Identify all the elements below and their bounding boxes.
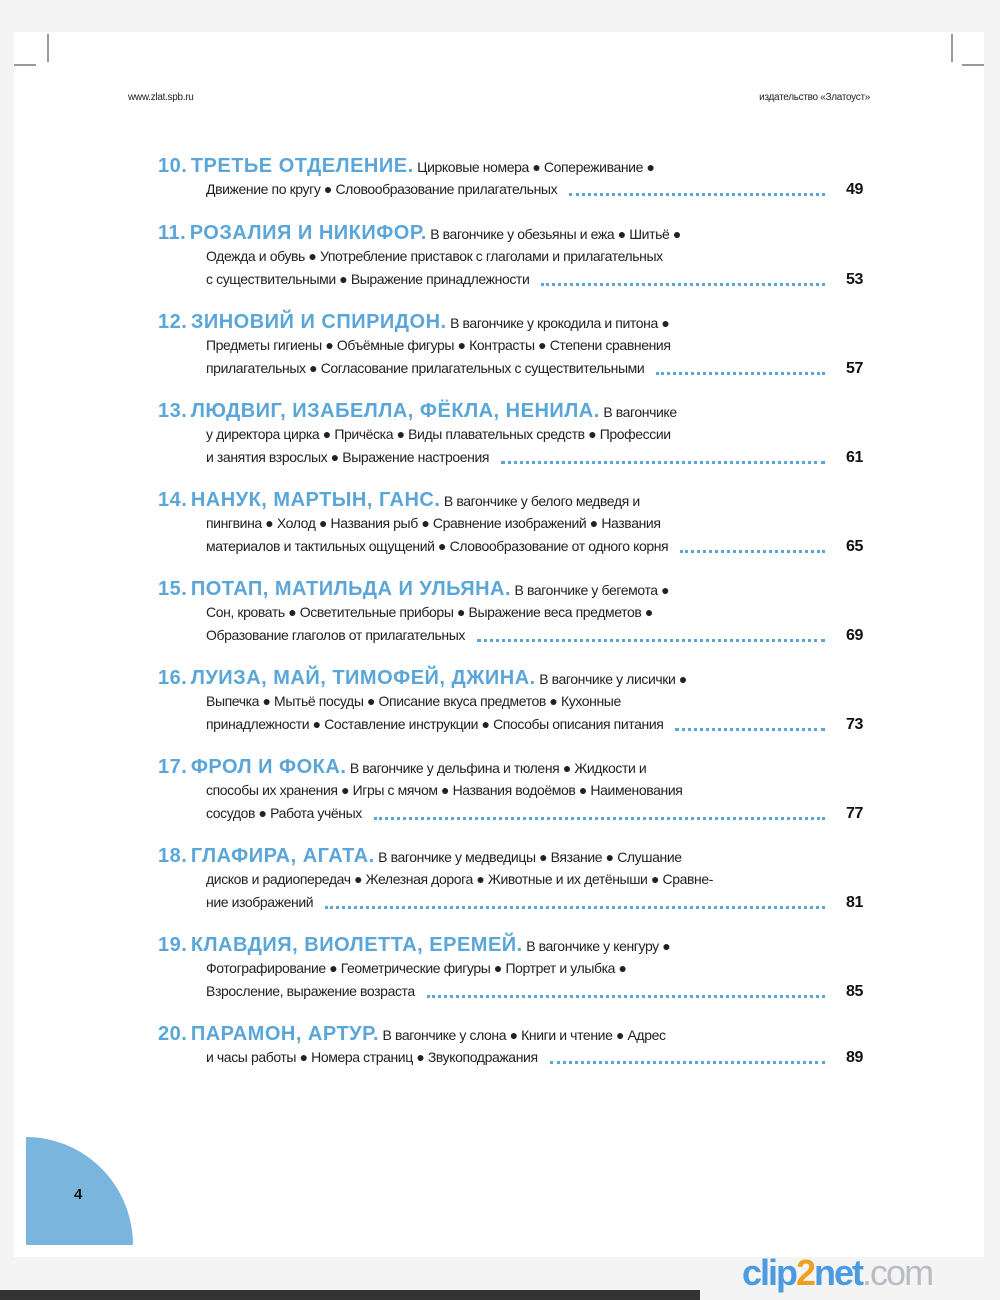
toc-entry[interactable] [158,1023,863,1090]
crop-mark [951,34,953,62]
chapter-topics: пингвина ● Холод ● Названия рыб ● Сравнение изображений ● Названия [206,515,661,531]
chapter-number: 17. [158,756,188,778]
chapter-number: 19. [158,934,188,956]
chapter-topics: Одежда и обувь ● Употребление приставок с глаголами и прилагательных [206,248,663,264]
chapter-topics: В вагончике у белого медведя и [443,493,640,509]
dot-leader [541,273,825,286]
toc-entry[interactable] [158,756,863,845]
crop-mark [47,34,49,62]
chapter-topics: В вагончике у лисички ● [539,671,687,687]
dot-leader [325,896,825,909]
chapter-number: 20. [158,1023,188,1045]
taskbar-strip [0,1290,700,1300]
chapter-topics: и часы работы ● Номера страниц ● Звукоподражания [206,1049,538,1065]
page-ref: 53 [846,271,863,288]
page-ref: 65 [846,538,863,555]
page-ref: 89 [846,1049,863,1066]
chapter-topics: В вагончике у обезьяны и ежа ● Шитьё ● [430,226,681,242]
chapter-topics: прилагательных ● Согласование прилагательных с существительными [206,360,645,376]
chapter-topics: В вагончике у кенгуру ● [526,938,671,954]
chapter-topics: принадлежности ● Составление инструкции ● Способы описания питания [206,716,664,732]
chapter-topics: ние изображений [206,894,314,910]
dot-leader [427,985,825,998]
dot-leader [675,718,825,731]
chapter-topics: В вагончике [603,404,677,420]
dot-leader [501,451,825,464]
chapter-number: 14. [158,489,188,511]
chapter-topics: Движение по кругу ● Словообразование прилагательных [206,181,558,197]
chapter-topics: В вагончике у крокодила и питона ● [450,315,670,331]
chapter-number: 10. [158,155,188,177]
chapter-title: ГЛАФИРА, АГАТА. [190,845,375,867]
chapter-topics: В вагончике у бегемота ● [514,582,670,598]
header-url: www.zlat.spb.ru [128,92,194,103]
chapter-title: РОЗАЛИЯ И НИКИФОР. [189,222,427,244]
page-ref: 57 [846,360,863,377]
chapter-number: 12. [158,311,188,333]
chapter-topics: материалов и тактильных ощущений ● Словообразование от одного корня [206,538,669,554]
chapter-number: 18. [158,845,188,867]
page-ref: 81 [846,894,863,911]
dot-leader [550,1051,825,1064]
chapter-title: ФРОЛ И ФОКА. [190,756,347,778]
toc-entry[interactable] [158,845,863,934]
chapter-number: 16. [158,667,188,689]
chapter-title: ЛУИЗА, МАЙ, ТИМОФЕЙ, ДЖИНА. [190,667,536,689]
page-ref: 77 [846,805,863,822]
chapter-topics: Сон, кровать ● Осветительные приборы ● Выражение веса предметов ● [206,604,653,620]
chapter-topics: с существительными ● Выражение принадлежности [206,271,530,287]
page-ref: 61 [846,449,863,466]
crop-mark [14,64,36,66]
chapter-topics: Выпечка ● Мытьё посуды ● Описание вкуса предметов ● Кухонные [206,693,621,709]
chapter-topics: Предметы гигиены ● Объёмные фигуры ● Контрасты ● Степени сравнения [206,337,671,353]
chapter-topics: Образование глаголов от прилагательных [206,627,465,643]
chapter-title: ПОТАП, МАТИЛЬДА И УЛЬЯНА. [190,578,512,600]
toc-entry[interactable] [158,222,863,311]
chapter-topics: В вагончике у слона ● Книги и чтение ● Адрес [382,1027,666,1043]
dot-leader [680,540,825,553]
chapter-title: ПАРАМОН, АРТУР. [190,1023,380,1045]
chapter-topics: дисков и радиопередач ● Железная дорога ● Животные и их детёныши ● Сравне- [206,871,714,887]
chapter-topics: В вагончике у медведицы ● Вязание ● Слушание [378,849,682,865]
toc-entry[interactable] [158,155,863,222]
chapter-topics: у директора цирка ● Причёска ● Виды плавательных средств ● Профессии [206,426,671,442]
chapter-topics: сосудов ● Работа учёных [206,805,362,821]
chapter-topics: и занятия взрослых ● Выражение настроения [206,449,490,465]
chapter-number: 11. [158,222,187,244]
chapter-title: КЛАВДИЯ, ВИОЛЕТТА, ЕРЕМЕЙ. [190,934,523,956]
chapter-topics: Фотографирование ● Геометрические фигуры ● Портрет и улыбка ● [206,960,627,976]
toc-entry[interactable] [158,667,863,756]
toc-entry[interactable] [158,578,863,667]
dot-leader [569,183,825,196]
toc-entry[interactable] [158,489,863,578]
chapter-topics: В вагончике у дельфина и тюленя ● Жидкости и [349,760,647,776]
chapter-title: ТРЕТЬЕ ОТДЕЛЕНИЕ. [190,155,414,177]
page-ref: 69 [846,627,863,644]
page-ref: 73 [846,716,863,733]
page-number: 4 [74,1186,83,1203]
chapter-number: 13. [158,400,188,422]
chapter-number: 15. [158,578,188,600]
chapter-title: ЗИНОВИЙ И СПИРИДОН. [190,311,447,333]
crop-mark [962,64,984,66]
chapter-topics: способы их хранения ● Игры с мячом ● Названия водоёмов ● Наименования [206,782,683,798]
dot-leader [477,629,825,642]
table-of-contents [158,155,863,1090]
chapter-title: НАНУК, МАРТЫН, ГАНС. [190,489,441,511]
chapter-title: ЛЮДВИГ, ИЗАБЕЛЛА, ФЁКЛА, НЕНИЛА. [190,400,600,422]
toc-entry[interactable] [158,934,863,1023]
toc-entry[interactable] [158,400,863,489]
clip2net-watermark: clip2net.com [742,1252,933,1293]
dot-leader [374,807,825,820]
page-ref: 49 [846,181,863,198]
chapter-topics: Цирковые номера ● Сопереживание ● [417,159,655,175]
toc-entry[interactable] [158,311,863,400]
page-ref: 85 [846,983,863,1000]
header-publisher: издательство «Златоуст» [759,92,870,103]
chapter-topics: Взросление, выражение возраста [206,983,415,999]
dot-leader [656,362,825,375]
